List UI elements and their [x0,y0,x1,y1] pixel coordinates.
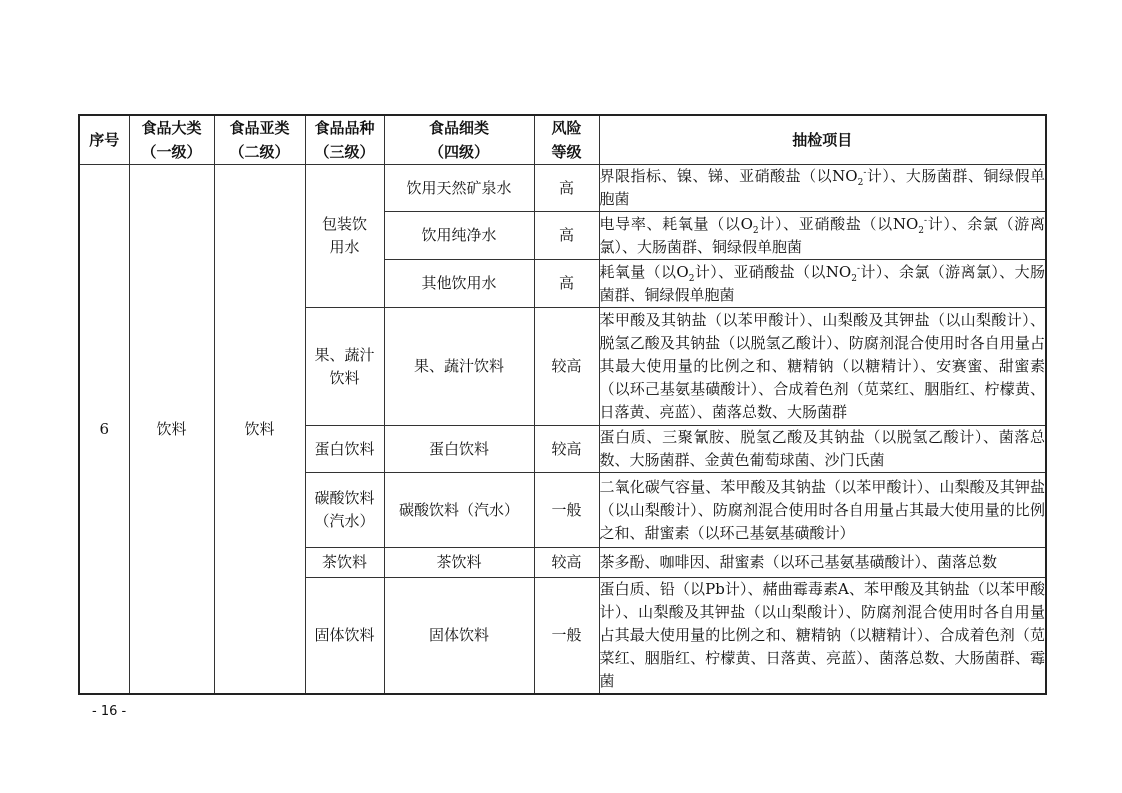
inspection-items-cell: 蛋白质、三聚氰胺、脱氢乙酸及其钠盐（以脱氢乙酸计）、菌落总数、大肠菌群、金黄色葡萄球菌、沙门氏菌 [599,426,1046,473]
category-level2-cell: 饮料 [214,165,305,695]
sampling-items-table [78,114,1047,695]
inspection-items-cell: 二氧化碳气容量、苯甲酸及其钠盐（以苯甲酸计）、山梨酸及其钾盐（以山梨酸计）、防腐剂混合使用时各自用量占其最大使用量的比例之和、甜蜜素（以环己基氨基磺酸计） [599,473,1046,548]
header-risk-level: 风险 等级 [534,115,599,165]
risk-level-cell: 高 [534,260,599,308]
category-level4-cell: 茶饮料 [384,548,534,578]
category-level4-cell: 碳酸饮料（汽水） [384,473,534,548]
header-category-level4: 食品细类 （四级） [384,115,534,165]
header-row [79,115,1046,165]
category-level1-cell: 饮料 [129,165,214,695]
page-number: - 16 - [92,704,127,719]
risk-level-cell: 一般 [534,578,599,695]
category-level3-cell: 蛋白饮料 [305,426,384,473]
category-level4-cell: 蛋白饮料 [384,426,534,473]
category-level3-cell: 固体饮料 [305,578,384,695]
risk-level-cell: 较高 [534,426,599,473]
category-level3-cell: 茶饮料 [305,548,384,578]
seq-cell: 6 [79,165,129,695]
inspection-items-cell: 电导率、耗氧量（以$O_2$计）、亚硝酸盐（以$NO_2^-$计）、余氯（游离氯）、大肠菌群、铜绿假单胞菌 [599,212,1046,260]
category-level4-cell: 固体饮料 [384,578,534,695]
risk-level-cell: 高 [534,165,599,212]
header-category-level1: 食品大类 （一级） [129,115,214,165]
category-level4-cell: 果、蔬汁饮料 [384,308,534,426]
category-level3-cell: 包装饮用水 [305,165,384,308]
header-seq: 序号 [79,115,129,165]
risk-level-cell: 高 [534,212,599,260]
category-level4-cell: 饮用纯净水 [384,212,534,260]
header-category-level2: 食品亚类 （二级） [214,115,305,165]
inspection-items-cell: 界限指标、镍、锑、亚硝酸盐（以$NO_2^-$计）、大肠菌群、铜绿假单胞菌 [599,165,1046,212]
inspection-items-cell: 苯甲酸及其钠盐（以苯甲酸计）、山梨酸及其钾盐（以山梨酸计）、脱氢乙酸及其钠盐（以脱氢乙酸计）、防腐剂混合使用时各自用量占其最大使用量的比例之和、糖精钠（以糖精计）、安赛蜜、甜蜜素（以环己基氨基磺酸计）、合成着色剂（苋菜红、胭脂红、柠檬黄、日落黄、亮蓝）、菌落总数、大肠菌群 [599,308,1046,426]
inspection-items-cell: 蛋白质、铅（以Pb计）、赭曲霉毒素A、苯甲酸及其钠盐（以苯甲酸计）、山梨酸及其钾盐（以山梨酸计）、防腐剂混合使用时各自用量占其最大使用量的比例之和、糖精钠（以糖精计）、合成着色剂（苋菜红、胭脂红、柠檬黄、日落黄、亮蓝）、菌落总数、大肠菌群、霉菌 [599,578,1046,695]
category-level3-cell: 果、蔬汁饮料 [305,308,384,426]
inspection-items-cell: 茶多酚、咖啡因、甜蜜素（以环己基氨基磺酸计）、菌落总数 [599,548,1046,578]
header-inspection-items: 抽检项目 [599,115,1046,165]
inspection-items-cell: 耗氧量（以$O_2$计）、亚硝酸盐（以$NO_2^-$计）、余氯（游离氯）、大肠菌群、铜绿假单胞菌 [599,260,1046,308]
header-category-level3: 食品品种 （三级） [305,115,384,165]
category-level4-cell: 其他饮用水 [384,260,534,308]
category-level4-cell: 饮用天然矿泉水 [384,165,534,212]
risk-level-cell: 一般 [534,473,599,548]
table-row [79,165,1046,212]
category-level3-cell: 碳酸饮料（汽水） [305,473,384,548]
risk-level-cell: 较高 [534,548,599,578]
risk-level-cell: 较高 [534,308,599,426]
